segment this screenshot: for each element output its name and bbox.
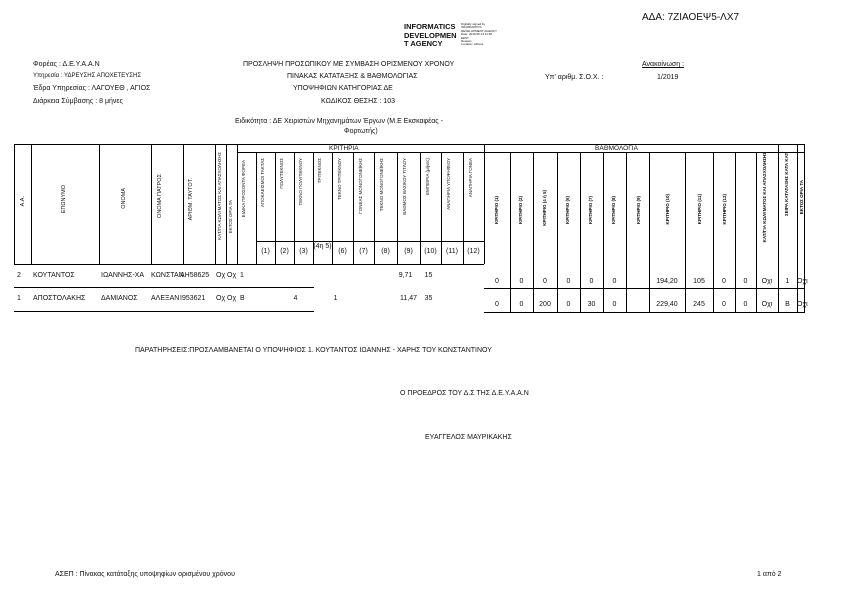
president-title: Ο ΠΡΟΕΔΡΟΣ ΤΟΥ Δ.Σ ΤΗΣ Δ.Ε.Υ.Α.Α.Ν xyxy=(400,390,529,397)
row-score: 229,40 xyxy=(656,301,678,308)
row-ektos: Οχι xyxy=(797,278,808,285)
row-score: 0 xyxy=(722,278,726,285)
row-patros: ΑΛΕΞΑΝ xyxy=(151,295,180,302)
header-eponymo: ΕΠΩΝΥΜΟ xyxy=(61,185,67,214)
row-score: 0 xyxy=(612,301,617,308)
row-eponymo: ΚΟΥΤΑΝΤΟΣ xyxy=(33,272,75,279)
row-seira: Β xyxy=(785,301,790,308)
header-taut: ΑΡΙΘΜ. ΤΑΥΤΟΤ. xyxy=(188,178,194,221)
crit-num: (8) xyxy=(381,248,390,255)
crit-num: (6) xyxy=(338,248,347,255)
header-crit-4: ΤΡΙΤΕΚΝΟΣ xyxy=(317,158,322,184)
row-score: 0 xyxy=(743,301,748,308)
row-patros: ΚΩΝΣΤΑΝ xyxy=(151,272,184,279)
specialty-line-2: Φορτωτής) xyxy=(344,128,378,135)
header-score-4-5: ΚΡΙΤΗΡΙΟ (4 ή 5) xyxy=(542,190,547,226)
row-c-kol: Οχ xyxy=(216,272,226,279)
header-crit-1: ΑΠΟΚΛΕΙΣΜΟΙ ΤΑΚΤΑΣ xyxy=(260,158,265,208)
title-line-2: ΠΙΝΑΚΑΣ ΚΑΤΑΤΑΞΗΣ & ΒΑΘΜΟΛΟΓΙΑΣ xyxy=(287,73,418,80)
row-score: 0 xyxy=(743,278,748,285)
row-c-9: 9,71 xyxy=(398,272,413,279)
header-crit-eidika: ΕΙΔΙΚΑ ΠΡΟΣΟΝΤΑ ΦΟΡΕΑ xyxy=(241,160,246,218)
header-crit-6: ΓΟΝΕΑΣ ΜΟΝΟΓΟΝΕΪΚΗΣ xyxy=(358,158,363,214)
page-number: 1 από 2 xyxy=(757,571,782,578)
header-score-11: ΚΡΙΤΗΡΙΟ (11) xyxy=(697,194,702,225)
row-score: 0 xyxy=(495,278,499,285)
header-onoma: ΟΝΟΜΑ xyxy=(121,188,127,209)
ypar-value: 1/2019 xyxy=(657,74,679,81)
header-crit-2: ΠΟΛΥΤΕΚΝΟΣ xyxy=(279,158,284,189)
row-score: 105 xyxy=(693,278,705,285)
header-crit-5: ΤΕΚΝΟ ΤΡΙΤΕΚΝΟΥ xyxy=(337,158,342,201)
header-crit-10: ΑΝΑΠΗΡΙΑ ΥΠΟΨΗΦΙΟΥ xyxy=(446,158,451,210)
remarks: ΠΑΡΑΤΗΡΗΣΕΙΣ:ΠΡΟΣΛΑΜΒΑΝΕΤΑΙ Ο ΥΠΟΨΗΦΙΟΣ 1. ΚΟΥΤΑΝΤΟΣ ΙΩΑΝΝΗΣ - ΧΑΡΗΣ ΤΟΥ ΚΩΝΣΤΑΝΤΙΝΟΥ xyxy=(135,347,492,354)
header-kolymatos: ΚΑΤ/ΓΙΑ ΚΩΛΥΜΑΤΟΣ ΚΑΙ ΑΠΑΣΧΟΛΗΣΗΣ xyxy=(762,152,767,243)
row-seira: 1 xyxy=(785,278,790,285)
specialty-line-1: Ειδικότητα : ΔΕ Χειριστών Μηχανημάτων Έργων (Μ.Ε Εκσκαφέας - xyxy=(235,118,443,125)
row-c-kol: Οχ xyxy=(216,295,226,302)
row-score: 200 xyxy=(539,301,551,308)
header-score-12: ΚΡΙΤΗΡΙΟ (12) xyxy=(722,194,727,225)
row-taut: ΑΗ58625 xyxy=(180,272,210,279)
header-score-9: ΚΡΙΤΗΡΙΟ (9) xyxy=(636,196,641,225)
title-line-4: ΚΩΔΙΚΟΣ ΘΕΣΗΣ : 103 xyxy=(321,98,396,105)
header-crit-9: ΕΜΠΕΙΡΙΑ (μήνες) xyxy=(425,158,430,196)
group-kritiria: ΚΡΙΤΗΡΙΑ xyxy=(329,145,359,152)
header-seira: ΣΕΙΡΑ ΚΑΤΑΤΑΞΗΣ ΚΑΤΑ ΚΑΤ. xyxy=(784,152,789,216)
crit-num: (2) xyxy=(280,248,289,255)
row-score: 0 xyxy=(612,278,617,285)
header-crit-8: ΒΑΘΜΟΣ ΒΑΣΙΚΟΥ ΤΙΤΛΟΥ xyxy=(402,158,407,215)
sig-line: EEST xyxy=(461,35,469,40)
row-c-eid: 1 xyxy=(240,272,244,279)
row-score: 194,20 xyxy=(656,278,678,285)
crit-num: (10) xyxy=(424,248,437,255)
title-line-3: ΥΠΟΨΗΦΙΩΝ ΚΑΤΗΓΟΡΙΑΣ ΔΕ xyxy=(293,85,393,92)
row-score: 0 xyxy=(589,278,594,285)
header-crit-11: ΑΝΑΠΗΡΙΑ ΓΟΝΕΑ xyxy=(468,158,473,198)
row-score: 245 xyxy=(693,301,705,308)
row-score: 0 xyxy=(722,301,726,308)
row-eponymo: ΑΠΟΣΤΟΛΑΚΗΣ xyxy=(33,295,86,302)
crit-num: (9) xyxy=(404,248,413,255)
row-c-poly: 4 xyxy=(293,295,298,302)
row-c-9: 11,47 xyxy=(400,295,417,302)
title-line-1: ΠΡΟΣΛΗΨΗ ΠΡΟΣΩΠΙΚΟΥ ΜΕ ΣΥΜΒΑΣΗ ΟΡΙΣΜΕΝΟΥ ΧΡΟΝΟΥ xyxy=(243,61,455,68)
row-onoma: ΔΑΜΙΑΝΟΣ xyxy=(101,295,138,302)
row-score: 0 xyxy=(519,278,524,285)
row-c-10: 35 xyxy=(424,295,433,302)
header-score-7: ΚΡΙΤΗΡΙΟ (7) xyxy=(588,196,593,225)
header-onoma-patros: ΟΝΟΜΑ ΠΑΤΡΟΣ xyxy=(157,174,163,218)
header-ektos: ΕΚΤΟΣ ΟΡΙΑ ΤΑ xyxy=(799,180,804,215)
row-ektos: Οχι xyxy=(797,301,808,308)
row-score: 0 xyxy=(566,278,571,285)
group-vathmologia: ΒΑΘΜΟΛΟΓΙΑ xyxy=(595,145,638,152)
row-kol: Οχι xyxy=(761,301,773,308)
footer-left: ΑΣΕΠ : Πίνακας κατάταξης υποψηφίων ορισμένου χρόνου xyxy=(55,571,235,578)
header-crit-7: ΤΕΚΝΟ ΜΟΝΟΓΟΝΕΪΚΗΣ xyxy=(379,158,384,212)
ypiresia-label: Υπηρεσία : ΥΔΡΕΥΣΗΣ ΑΠΟΧΕΤΕΥΣΗΣ xyxy=(33,73,142,79)
header-score-1: ΚΡΙΤΗΡΙΟ (1) xyxy=(494,196,499,225)
row-c-eid: Β xyxy=(240,295,245,302)
sig-line: Digitally signed by xyxy=(461,22,486,26)
crit-num: (1) xyxy=(261,248,270,255)
header-score-2: ΚΡΙΤΗΡΙΟ (2) xyxy=(518,196,523,225)
row-c-tekno: 1 xyxy=(333,295,338,302)
header-score-8: ΚΡΙΤΗΡΙΟ (8) xyxy=(611,196,616,225)
row-c-ekt: Οχ xyxy=(227,272,237,279)
header-crit-kolymatos: ΚΑΤ/ΓΙΑ ΚΩΛΥΜΑΤΟΣ ΚΑΙ ΑΠΑΣΧΟΛΗΣΗΣ xyxy=(217,152,222,240)
row-kol: Οχι xyxy=(761,278,773,285)
logo-line: T AGENCY xyxy=(404,39,443,48)
header-aa: Α.Α. xyxy=(20,196,26,207)
signer-name: ΕΥΑΓΓΕΛΟΣ ΜΑΥΡΙΚΑΚΗΣ xyxy=(425,434,512,441)
sig-line: DEVELOPMENT AGENCY xyxy=(461,28,497,33)
row-score: 0 xyxy=(519,301,524,308)
signature-logo xyxy=(404,23,457,49)
row-c-10: 15 xyxy=(424,272,433,279)
logo-line: INFORMATICS xyxy=(404,22,456,31)
sig-line: Location: Athens xyxy=(461,42,484,47)
header-score-10: ΚΡΙΤΗΡΙΟ (10) xyxy=(665,194,670,225)
logo-line: DEVELOPMEN xyxy=(404,30,457,40)
row-aa: 2 xyxy=(17,272,21,279)
signature-details xyxy=(461,23,497,47)
crit-num: (3) xyxy=(299,248,308,255)
crit-num: (12) xyxy=(467,248,480,255)
diarkeia-label: Διάρκεια Σύμβασης : 8 μήνες xyxy=(33,98,123,105)
row-score: 30 xyxy=(587,301,596,308)
ypar-label: Υπ' αριθμ. Σ.Ο.Χ. : xyxy=(545,74,604,81)
row-c-ekt: Οχ xyxy=(227,295,237,302)
ada-code: ΑΔΑ: 7ΖΙΑΟΕΨ5-ΛΧ7 xyxy=(642,12,740,23)
sig-line: Reason: xyxy=(461,39,473,44)
anakoinosi-label: Ανακοίνωση : xyxy=(642,61,685,68)
sig-line: Date: 2019.05.13 11:50 xyxy=(461,32,493,37)
crit-num: (11) xyxy=(446,248,458,255)
header-crit-ektos: ΕΚΤΟΣ ΟΡΙΑ ΤΑ xyxy=(228,200,233,234)
row-onoma: ΙΩΑΝΝΗΣ-ΧΑ xyxy=(101,272,145,279)
row-taut: Ι953621 xyxy=(180,295,206,302)
crit-num: (4η 5) xyxy=(313,243,332,250)
crit-num: (7) xyxy=(359,248,368,255)
header-score-6: ΚΡΙΤΗΡΙΟ (6) xyxy=(565,196,570,225)
row-score: 0 xyxy=(566,301,571,308)
row-aa: 1 xyxy=(17,295,21,302)
row-score: 0 xyxy=(543,278,547,285)
row-score: 0 xyxy=(495,301,499,308)
foreas-label: Φορέας : Δ.Ε.Υ.Α.Α.Ν xyxy=(33,61,100,68)
header-crit-3: ΤΕΚΝΟ ΠΟΛΥΤΕΚΝΟΥ xyxy=(298,158,303,206)
edra-label: Έδρα Υπηρεσίας : ΛΑΓΟΥΕΘ , ΑΓΙΟΣ xyxy=(33,85,151,92)
sig-line: INFORMATICS xyxy=(461,25,482,30)
